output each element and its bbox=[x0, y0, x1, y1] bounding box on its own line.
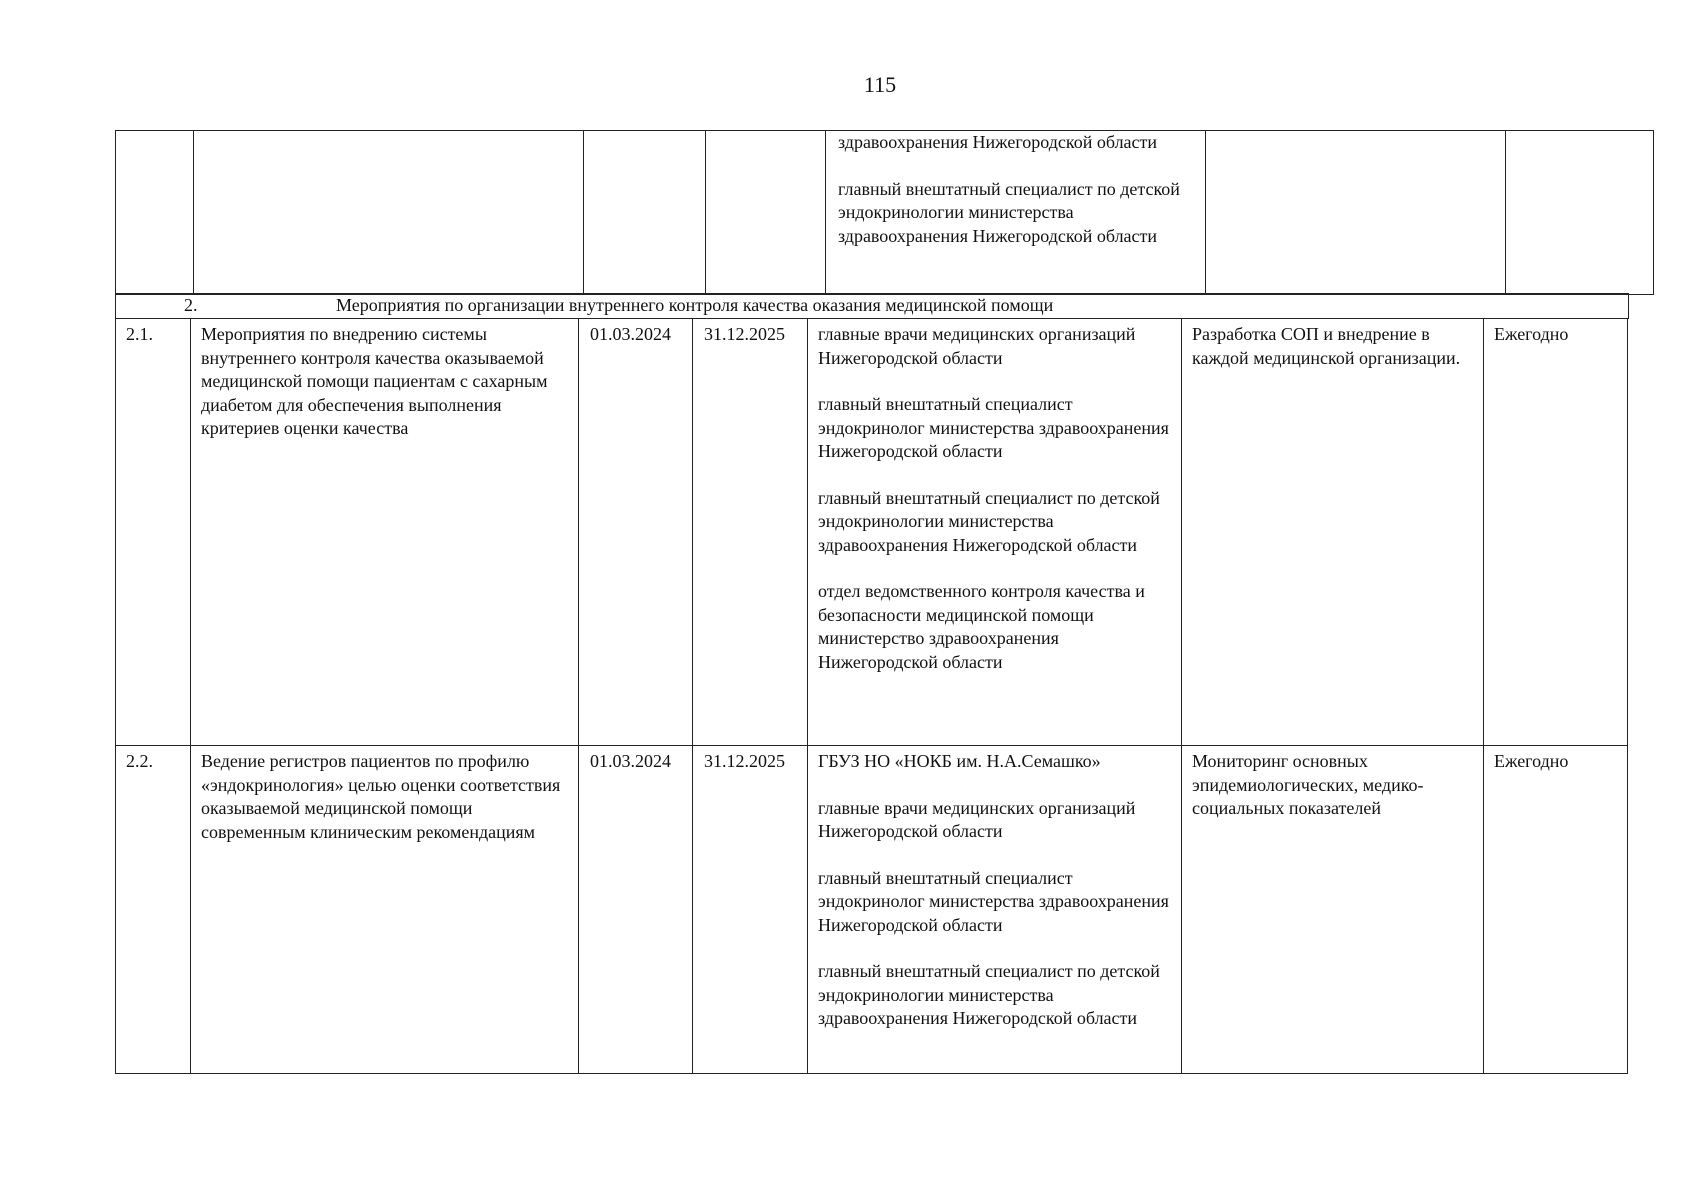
table-row bbox=[116, 746, 1628, 1074]
cell-frequency bbox=[1506, 131, 1654, 295]
responsible-item: главный внештатный специалист по детской эндокринологии министерства здравоохранения Нижегородской области bbox=[818, 961, 1160, 1028]
responsible-item: главный внештатный специалист эндокринолог министерства здравоохранения Нижегородской области bbox=[818, 867, 1169, 935]
cell-activity bbox=[194, 131, 584, 295]
cell-number: 2.1. bbox=[116, 319, 191, 746]
cell-start-date: 01.03.2024 bbox=[579, 319, 693, 746]
responsible-item: главные врачи медицинских организаций Нижегородской области bbox=[818, 324, 1136, 368]
cell-start-date: 01.03.2024 bbox=[579, 746, 693, 1074]
page-number: 115 bbox=[863, 72, 897, 97]
cell-activity: Мероприятия по внедрению системы внутреннего контроля качества оказываемой медицинской помощи пациентам с сахарным диабетом для обеспечения выполнения критериев оценки качества bbox=[191, 319, 579, 746]
responsible-item: главный внештатный специалист по детской эндокринологии министерства здравоохранения Нижегородской области bbox=[838, 178, 1180, 246]
activities-table bbox=[115, 318, 1628, 1074]
cell-end bbox=[706, 131, 826, 295]
cell-result: Мониторинг основных эпидемиологических, медико-социальных показателей bbox=[1182, 746, 1484, 1074]
section-heading bbox=[116, 294, 1629, 319]
responsible-item: главный внештатный специалист по детской эндокринологии министерства здравоохранения Нижегородской области bbox=[818, 487, 1160, 555]
cell-responsible bbox=[808, 746, 1182, 1074]
responsible-item: здравоохранения Нижегородской области bbox=[838, 132, 1158, 152]
continued-row bbox=[116, 131, 1654, 295]
cell-frequency: Ежегодно bbox=[1484, 319, 1628, 746]
cell-number bbox=[116, 131, 194, 295]
responsible-item: отдел ведомственного контроля качества и безопасности медицинской помощи министерство здравоохранения Нижегородской области bbox=[818, 581, 1145, 672]
cell-end-date: 31.12.2025 bbox=[693, 746, 808, 1074]
cell-frequency: Ежегодно bbox=[1484, 746, 1628, 1074]
cell-activity: Ведение регистров пациентов по профилю «эндокринология» целью оценки соответствия оказываемой медицинской помощи современным клиническим рекомендациям bbox=[191, 746, 579, 1074]
responsible-item: главные врачи медицинских организаций Нижегородской области bbox=[818, 797, 1136, 841]
cell-end-date: 31.12.2025 bbox=[693, 319, 808, 746]
table-row bbox=[116, 319, 1628, 746]
cell-start bbox=[584, 131, 706, 295]
continued-table bbox=[115, 130, 1654, 295]
cell-responsible bbox=[808, 319, 1182, 746]
responsible-item: главный внештатный специалист эндокринолог министерства здравоохранения Нижегородской области bbox=[818, 394, 1169, 461]
cell-responsible bbox=[826, 131, 1206, 295]
cell-number: 2.2. bbox=[116, 746, 191, 1074]
responsible-item: ГБУЗ НО «НОКБ им. Н.А.Семашко» bbox=[818, 751, 1101, 771]
section-heading-table bbox=[115, 293, 1629, 319]
cell-result: Разработка СОП и внедрение в каждой медицинской организации. bbox=[1182, 319, 1484, 746]
cell-result bbox=[1206, 131, 1506, 295]
section-number: 2. bbox=[184, 295, 198, 315]
section-title: Мероприятия по организации внутреннего контроля качества оказания медицинской помощи bbox=[336, 295, 1054, 315]
